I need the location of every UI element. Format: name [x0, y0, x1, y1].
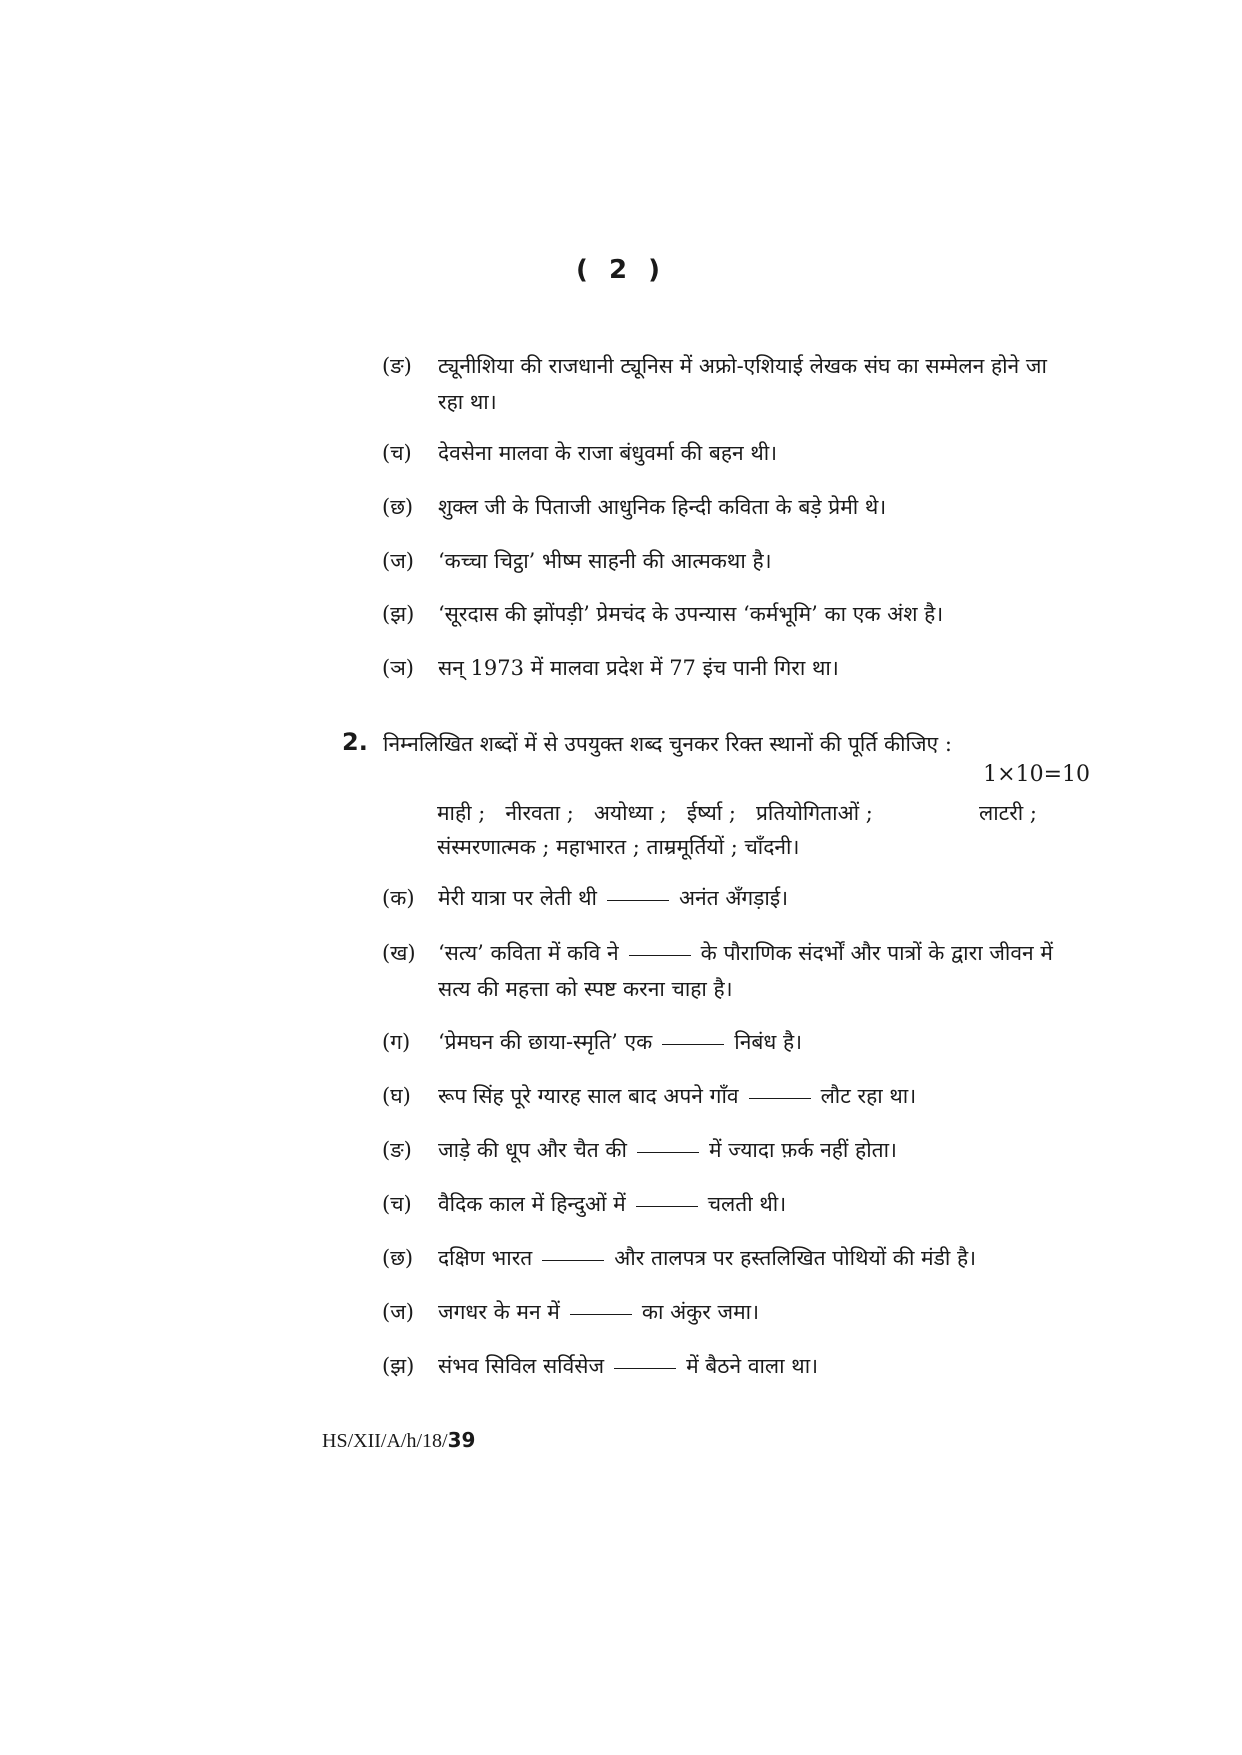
item-text: ‘कच्चा चिट्ठा’ भीष्म साहनी की आत्मकथा है। — [438, 549, 772, 573]
list-item — [382, 1240, 1072, 1276]
word-bank-word: अयोध्या ; — [593, 801, 667, 825]
paper-code-number: 39 — [447, 1428, 476, 1452]
text-after-blank: के पौराणिक संदर्भों और पात्रों के द्वारा जीवन में सत्य की महत्ता को स्पष्ट करना चाहा है। — [438, 941, 1053, 1001]
item-label: (घ) — [382, 1084, 411, 1108]
question-text: निम्नलिखित शब्दों में से उपयुक्त शब्द चुनकर रिक्त स्थानों की पूर्ति कीजिए : — [383, 732, 952, 756]
text-after-blank: चलती थी। — [707, 1192, 787, 1216]
item-label: (ग) — [382, 1030, 411, 1054]
blank-line — [662, 1044, 724, 1045]
item-label: (च) — [382, 441, 412, 465]
item-label: (ज) — [382, 1300, 414, 1324]
text-after-blank: लौट रहा था। — [820, 1084, 917, 1108]
word-bank-word: माही ; — [437, 801, 486, 825]
list-item — [382, 489, 1072, 525]
text-before-blank: जगधर के मन में — [438, 1300, 560, 1324]
list-item — [382, 1348, 1072, 1384]
text-before-blank: जाड़े की धूप और चैत की — [438, 1138, 627, 1162]
text-before-blank: दक्षिण भारत — [438, 1246, 533, 1270]
paper-code-prefix: HS/XII/A/h/18/ — [322, 1430, 448, 1452]
blank-line — [629, 955, 691, 956]
text-after-blank: का अंकुर जमा। — [641, 1300, 760, 1324]
word-bank-row: संस्मरणात्मक ; महाभारत ; ताम्रमूर्तियों ; चाँदनी। — [437, 835, 800, 859]
blank-line — [542, 1260, 604, 1261]
list-item — [382, 596, 1072, 632]
list-item — [382, 650, 1072, 686]
list-item — [382, 1024, 1072, 1060]
text-before-blank: रूप सिंह पूरे ग्यारह साल बाद अपने गाँव — [438, 1084, 739, 1108]
text-before-blank: संभव सिविल सर्विसेज — [438, 1354, 605, 1378]
text-after-blank: में बैठने वाला था। — [686, 1354, 819, 1378]
blank-line — [607, 900, 669, 901]
word-bank-word: प्रतियोगिताओं ; — [755, 801, 873, 825]
text-after-blank: में ज्यादा फ़र्क नहीं होता। — [709, 1138, 898, 1162]
item-text — [438, 1240, 1072, 1276]
list-item — [382, 543, 1072, 579]
item-text: ‘सूरदास की झोंपड़ी’ प्रेमचंद के उपन्यास ‘कर्मभूमि’ का एक अंश है। — [438, 602, 944, 626]
word-bank-word: लाटरी ; — [978, 801, 1037, 825]
question-number: 2. — [342, 728, 368, 756]
item-text: देवसेना मालवा के राजा बंधुवर्मा की बहन थी। — [438, 441, 778, 465]
item-label: (ख) — [382, 941, 416, 965]
list-item — [382, 435, 1072, 471]
item-label: (च) — [382, 1192, 412, 1216]
page-number: ( 2 ) — [576, 255, 666, 285]
item-text — [438, 880, 1072, 916]
blank-line — [636, 1206, 698, 1207]
list-item — [382, 880, 1072, 916]
item-text — [438, 1186, 1072, 1222]
item-text — [438, 1024, 1072, 1060]
blank-line — [637, 1152, 699, 1153]
word-bank-word: ईर्ष्या ; — [686, 801, 736, 825]
blank-line — [570, 1314, 632, 1315]
item-label: (ङ) — [382, 354, 412, 378]
item-text: ट्यूनीशिया की राजधानी ट्यूनिस में अफ्रो-एशियाई लेखक संघ का सम्मेलन होने जा रहा था। — [438, 354, 1047, 414]
paper-code — [322, 1428, 475, 1453]
list-item — [382, 348, 1072, 420]
list-item — [382, 1294, 1072, 1330]
text-before-blank: मेरी यात्रा पर लेती थी — [438, 886, 597, 910]
item-label: (क) — [382, 886, 415, 910]
item-text — [438, 1132, 1072, 1168]
list-item — [382, 935, 1072, 1007]
list-item — [382, 1078, 1072, 1114]
item-label: (ञ) — [382, 656, 414, 680]
item-label: (ज) — [382, 549, 414, 573]
item-text — [438, 1348, 1072, 1384]
text-after-blank: अनंत अँगड़ाई। — [678, 886, 789, 910]
list-item — [382, 1186, 1072, 1222]
text-before-blank: ‘प्रेमघन की छाया-स्मृति’ एक — [438, 1030, 653, 1054]
item-text — [438, 1294, 1072, 1330]
blank-line — [614, 1368, 676, 1369]
item-label: (झ) — [382, 1354, 415, 1378]
item-text: शुक्ल जी के पिताजी आधुनिक हिन्दी कविता के बड़े प्रेमी थे। — [438, 495, 887, 519]
text-before-blank: ‘सत्य’ कविता में कवि ने — [438, 941, 619, 965]
word-bank-word: नीरवता ; — [505, 801, 574, 825]
text-after-blank: निबंध है। — [734, 1030, 803, 1054]
item-text: सन् 1973 में मालवा प्रदेश में 77 इंच पानी गिरा था। — [438, 656, 839, 680]
item-text — [438, 1078, 1072, 1114]
item-label: (झ) — [382, 602, 415, 626]
blank-line — [749, 1098, 811, 1099]
word-bank-row — [437, 796, 1037, 830]
list-item — [382, 1132, 1072, 1168]
item-label: (छ) — [382, 1246, 414, 1270]
text-after-blank: और तालपत्र पर हस्तलिखित पोथियों की मंडी है। — [614, 1246, 977, 1270]
text-before-blank: वैदिक काल में हिन्दुओं में — [438, 1192, 626, 1216]
item-label: (ङ) — [382, 1138, 412, 1162]
item-text — [438, 935, 1072, 1007]
question-marks: 1×10=10 — [983, 762, 1090, 787]
item-label: (छ) — [382, 495, 414, 519]
